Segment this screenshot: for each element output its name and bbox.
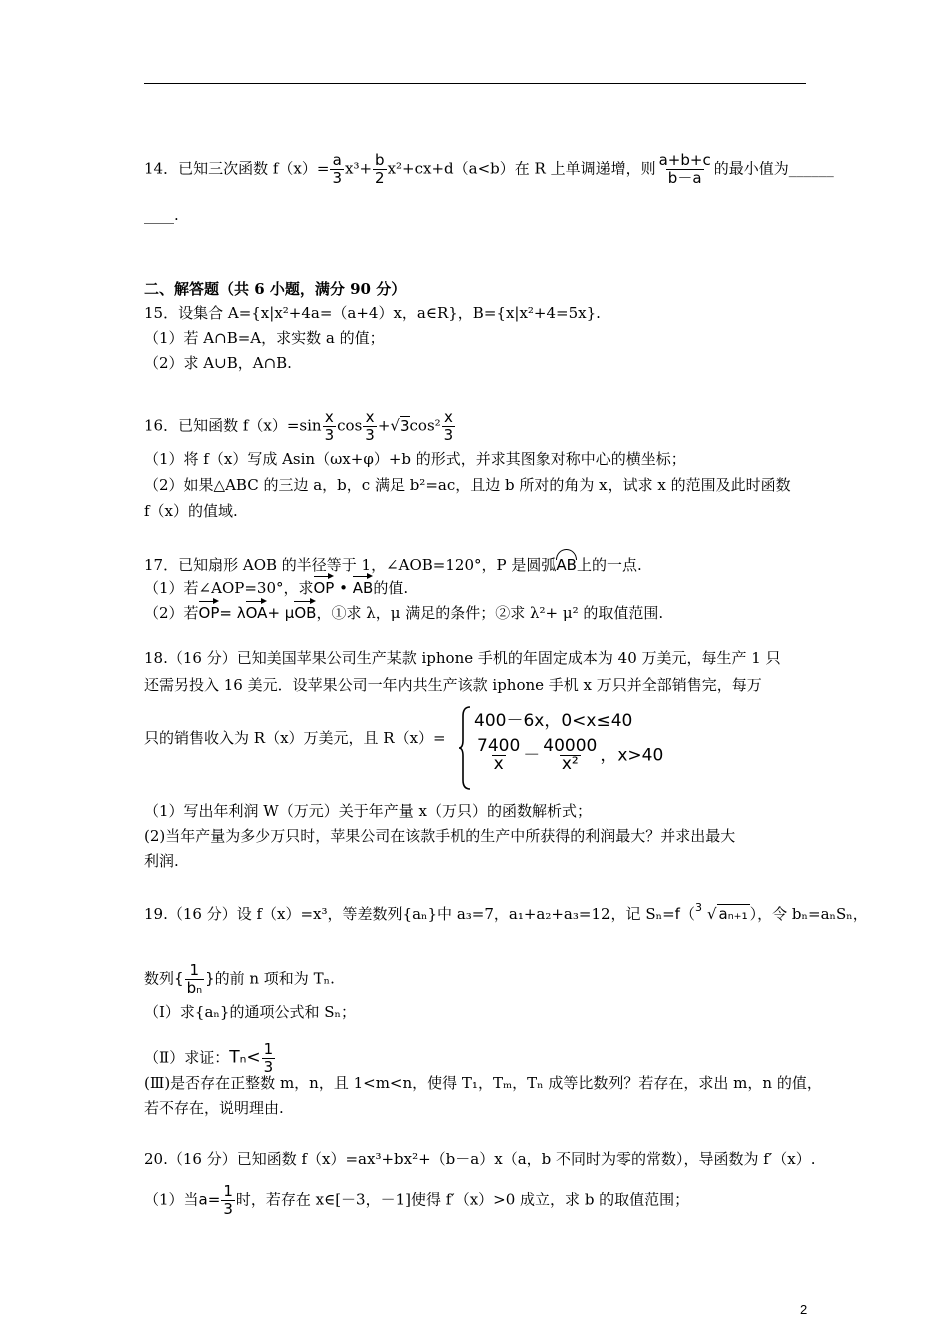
radicand: aₙ₊₁ — [718, 905, 748, 923]
denominator: x² — [561, 754, 579, 774]
fraction — [442, 409, 456, 444]
numerator: a — [332, 151, 342, 169]
q20-text: （1）当 — [144, 1190, 199, 1209]
sqrt: √3 — [390, 416, 410, 435]
piecewise-case-2 — [474, 738, 663, 773]
q18-part2: (2)当年产量为多少万只时，苹果公司在该款手机的生产中所获得的利润最大？并求出最大 — [144, 827, 736, 845]
section-heading: 二、解答题（共 6 小题，满分 90 分） — [144, 280, 407, 298]
vector-op: OP — [314, 574, 335, 598]
numerator: x — [444, 408, 453, 426]
function-f: f — [674, 905, 680, 923]
q19-text: （Ⅱ）求证： — [144, 1048, 230, 1067]
q16-text: 16．已知函数 f（x）=sin — [144, 416, 322, 435]
q19-text: 数列 — [144, 969, 175, 988]
q18-stem-1: 18.（16 分）已知美国苹果公司生产某款 iphone 手机的年固定成本为 40 万美元，每生产 1 只 — [144, 649, 781, 667]
fraction — [262, 1041, 276, 1076]
q16-part1: （1）将 f（x）写成 Asin（ωx+φ）+b 的形式，并求其图象对称中心的横坐标； — [144, 450, 686, 468]
q14-continuation: ____. — [144, 206, 179, 224]
q18-stem-3: 只的销售收入为 R（x）万美元，且 R（x）= — [144, 729, 446, 747]
q14-text: x³+ — [344, 159, 373, 178]
vector-op: OP — [199, 599, 220, 623]
case-condition: ，x>40 — [600, 745, 664, 766]
denominator: 2 — [375, 169, 385, 187]
vector-ob: OB — [294, 599, 316, 623]
page-number: 2 — [800, 1302, 808, 1317]
q20-stem: 20.（16 分）已知函数 f（x）=ax³+bx²+（b－a）x（a，b 不同时为零的常数），导函数为 f′（x）. — [144, 1150, 816, 1168]
numerator: x — [365, 408, 375, 426]
numerator: a+b+c — [658, 151, 711, 169]
cube-root: 3 √ aₙ₊₁ — [695, 904, 750, 924]
q17-text: = λ — [219, 604, 246, 622]
q17-stem — [144, 549, 642, 575]
q17-part1: （1）若∠AOP=30°，求OP • AB的值. — [144, 574, 408, 598]
q17-text: 17．已知扇形 AOB 的半径等于 1，∠AOB=120°，P 是圆弧 — [144, 556, 557, 574]
denominator: 3 — [263, 1058, 274, 1076]
q18-part2-cont: 利润. — [144, 852, 179, 870]
numerator: 1 — [189, 961, 200, 979]
piecewise-brace — [458, 706, 472, 790]
fraction — [330, 152, 344, 187]
tn-inequality: Tₙ< — [229, 1047, 261, 1068]
q17-text: 的值. — [373, 579, 409, 597]
fraction — [363, 409, 377, 444]
q20-text: 时，若存在 x∈[－3，－1]使得 f′（x）>0 成立，求 b 的取值范围； — [235, 1190, 690, 1209]
q14-text: x²+cx+d（a<b）在 R 上单调递增，则 — [387, 159, 656, 178]
fraction — [185, 962, 205, 997]
q15-stem: 15．设集合 A={x|x²+4a=（a+4）x，a∈R}，B={x|x²+4=5x}. — [144, 304, 601, 322]
q14-text: 14．已知三次函数 f（x）= — [144, 159, 330, 178]
denominator: 3 — [223, 1200, 233, 1218]
q14-text: 的最小值为______ — [713, 159, 834, 178]
denominator: 3 — [332, 169, 342, 187]
vector-oa: OA — [246, 599, 268, 623]
denominator: b－a — [667, 169, 702, 187]
denominator: 3 — [443, 426, 454, 444]
fraction — [475, 738, 522, 773]
numerator: 40000 — [543, 736, 598, 756]
minus-sign: － — [523, 745, 541, 766]
q19-stem-2: 数列{ $\frac{1}{\text{bₙ}}$ }的前 n 项和为 Tₙ. — [144, 961, 335, 997]
header-rule — [144, 83, 806, 84]
fraction — [323, 409, 337, 444]
q19-part2 — [144, 1041, 276, 1076]
numerator: 7400 — [477, 736, 521, 756]
numerator: x — [324, 408, 334, 426]
arc-ab: AB — [556, 549, 577, 575]
q14-line — [144, 152, 834, 187]
q16-text: cos — [337, 416, 363, 435]
q15-part1: （1）若 A∩B=A，求实数 a 的值； — [144, 329, 385, 347]
q19-part3-cont: 若不存在，说明理由. — [144, 1099, 284, 1117]
denominator: x — [493, 754, 504, 774]
fraction — [373, 152, 387, 187]
q16-text: cos² — [409, 416, 441, 435]
denominator: bₙ — [186, 979, 203, 997]
q17-text: ，①求 λ，μ 满足的条件；②求 λ²+ μ² 的取值范围. — [316, 604, 664, 622]
q16-stem — [144, 409, 456, 444]
q18-stem-2: 还需另投入 16 美元．设苹果公司一年内共生产该款 iphone 手机 x 万只并全部销售完，每万 — [144, 676, 762, 694]
q17-part2 — [144, 599, 663, 623]
q19-stem: 19.（16 分）设 f（x）=x³，等差数列{aₙ}中 a₃=7，a₁+a₂+a₃=12，记 Sₙ=f（ 3 √ aₙ₊₁ ），令 bₙ=aₙSₙ， — [144, 904, 868, 924]
q17-text: 上的一点. — [576, 556, 642, 574]
numerator: b — [375, 151, 385, 169]
q19-text: 的前 n 项和为 Tₙ. — [214, 969, 335, 988]
fraction — [657, 152, 713, 187]
numerator: 1 — [263, 1040, 274, 1058]
q17-text: （1）若∠AOP=30°，求 — [144, 579, 314, 597]
denominator: 3 — [365, 426, 375, 444]
q17-text: + μ — [267, 604, 295, 622]
radicand: 3 — [399, 416, 410, 435]
q15-part2: （2）求 A∪B，A∩B. — [144, 354, 292, 372]
numerator: 1 — [223, 1182, 233, 1200]
root-index: 3 — [694, 901, 702, 914]
q18-part1: （1）写出年利润 W（万元）关于年产量 x（万只）的函数解析式； — [144, 802, 592, 820]
a-equals: a= — [198, 1190, 221, 1209]
q19-text: ，令 bₙ=aₙSₙ， — [757, 905, 868, 923]
fraction — [541, 738, 599, 773]
vector-ab: AB — [353, 574, 374, 598]
piecewise-case-1: 400－6x，0<x≤40 — [474, 711, 633, 731]
q19-text: 19.（16 分）设 f（x）=x³，等差数列{aₙ}中 a₃=7，a₁+a₂+a₃=12，记 Sₙ= — [144, 905, 675, 923]
q16-part2: （2）如果△ABC 的三边 a，b，c 满足 b²=ac，且边 b 所对的角为 x，试求 x 的范围及此时函数 — [144, 476, 791, 494]
q17-text: （2）若 — [144, 604, 199, 622]
plus-sign: + — [377, 416, 391, 435]
q19-part3: (Ⅲ)是否存在正整数 m，n，且 1<m<n，使得 T₁，Tₘ，Tₙ 成等比数列？若存在，求出 m，n 的值， — [144, 1074, 822, 1092]
fraction — [221, 1183, 235, 1218]
denominator: 3 — [324, 426, 335, 444]
q16-part2-cont: f（x）的值域. — [144, 502, 238, 520]
q19-part1: （Ⅰ）求{aₙ}的通项公式和 Sₙ； — [144, 1003, 356, 1021]
q20-part1 — [144, 1183, 689, 1218]
